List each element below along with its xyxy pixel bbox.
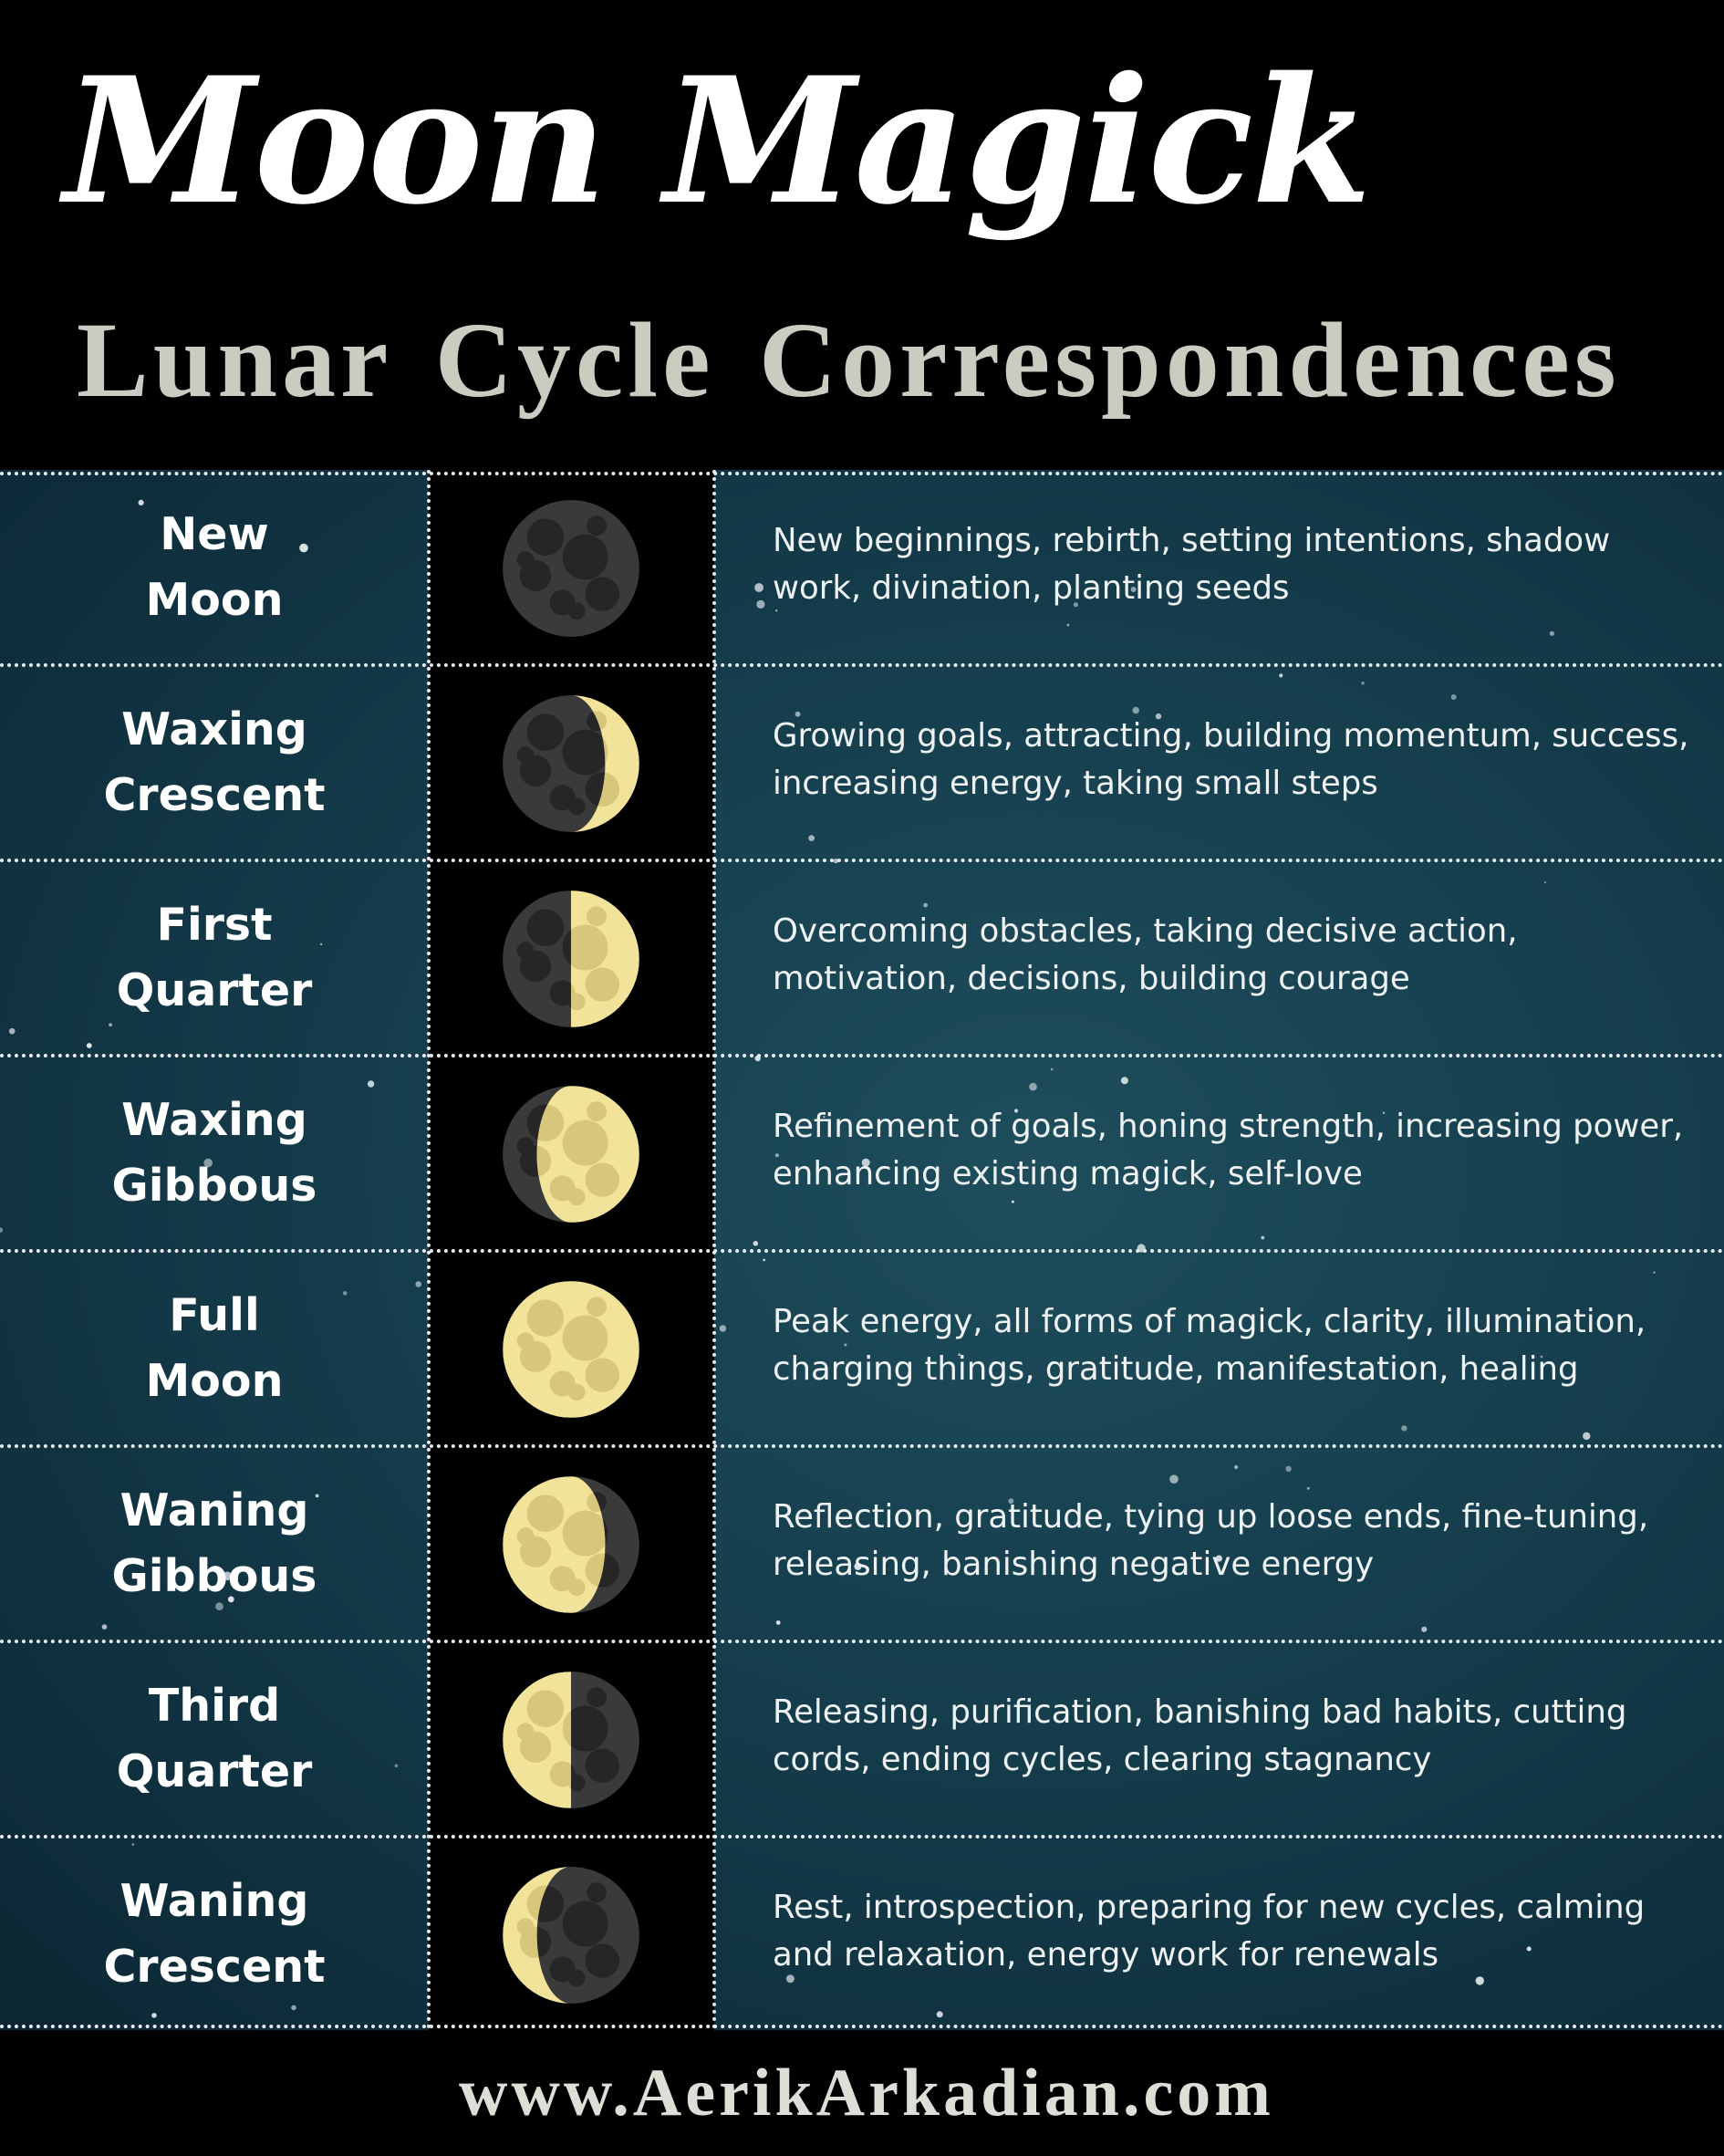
phase-name: Full Moon [145, 1289, 284, 1407]
page-subtitle: Lunar Cycle Correspondences [77, 300, 1621, 420]
phase-row [0, 860, 1724, 1056]
phase-name: Waning Gibbous [111, 1484, 317, 1602]
third-quarter-icon [500, 1669, 642, 1811]
column-divider [712, 470, 716, 2030]
column-divider [427, 470, 431, 2030]
website-link[interactable]: www.AerikArkadian.com [459, 2055, 1274, 2130]
phase-row [0, 1837, 1724, 2030]
footer [0, 2030, 1724, 2156]
waning-crescent-icon [500, 1864, 642, 2006]
phase-row [0, 1056, 1724, 1251]
waxing-crescent-icon [500, 693, 642, 835]
phase-name: First Quarter [116, 899, 313, 1016]
page-title: Moon Magick [64, 39, 1370, 243]
phase-name: New Moon [145, 508, 284, 626]
row-divider [0, 1640, 1724, 1643]
phase-description: Peak energy, all forms of magick, clarity, illumination, charging things, gratitude, manifestation, healing [773, 1303, 1646, 1388]
row-divider [0, 1054, 1724, 1057]
full-moon-icon [500, 1278, 642, 1421]
phase-row [0, 1446, 1724, 1641]
phase-row [0, 470, 1724, 665]
phase-description: Growing goals, attracting, building momentum, success, increasing energy, taking small steps [773, 717, 1689, 802]
row-divider [0, 1249, 1724, 1253]
row-divider [0, 1835, 1724, 1838]
row-divider [0, 2025, 1724, 2028]
phase-description: Overcoming obstacles, taking decisive action, motivation, decisions, building courage [773, 912, 1518, 997]
phase-row [0, 1641, 1724, 1837]
phase-description: Refinement of goals, honing strength, increasing power, enhancing existing magick, self-love [773, 1108, 1684, 1193]
phase-description: New beginnings, rebirth, setting intentions, shadow work, divination, planting seeds [773, 522, 1611, 607]
phase-table [0, 470, 1724, 2030]
phase-description: Reflection, gratitude, tying up loose ends, fine-tuning, releasing, banishing negative energy [773, 1498, 1649, 1583]
first-quarter-icon [500, 888, 642, 1030]
header [0, 0, 1724, 470]
new-moon-icon [500, 497, 642, 640]
phase-description: Rest, introspection, preparing for new cycles, calming and relaxation, energy work for renewals [773, 1889, 1646, 1974]
waxing-gibbous-icon [500, 1083, 642, 1225]
phase-name: Waning Crescent [103, 1875, 326, 1993]
row-divider [0, 472, 1724, 475]
phase-name: Waxing Crescent [103, 703, 326, 821]
row-divider [0, 663, 1724, 667]
phase-description: Releasing, purification, banishing bad habits, cutting cords, ending cycles, clearing stagnancy [773, 1693, 1627, 1778]
phase-row [0, 665, 1724, 860]
phase-name: Waxing Gibbous [111, 1094, 317, 1212]
waning-gibbous-icon [500, 1474, 642, 1616]
row-divider [0, 859, 1724, 862]
row-divider [0, 1444, 1724, 1448]
phase-name: Third Quarter [116, 1680, 313, 1797]
phase-row [0, 1251, 1724, 1446]
